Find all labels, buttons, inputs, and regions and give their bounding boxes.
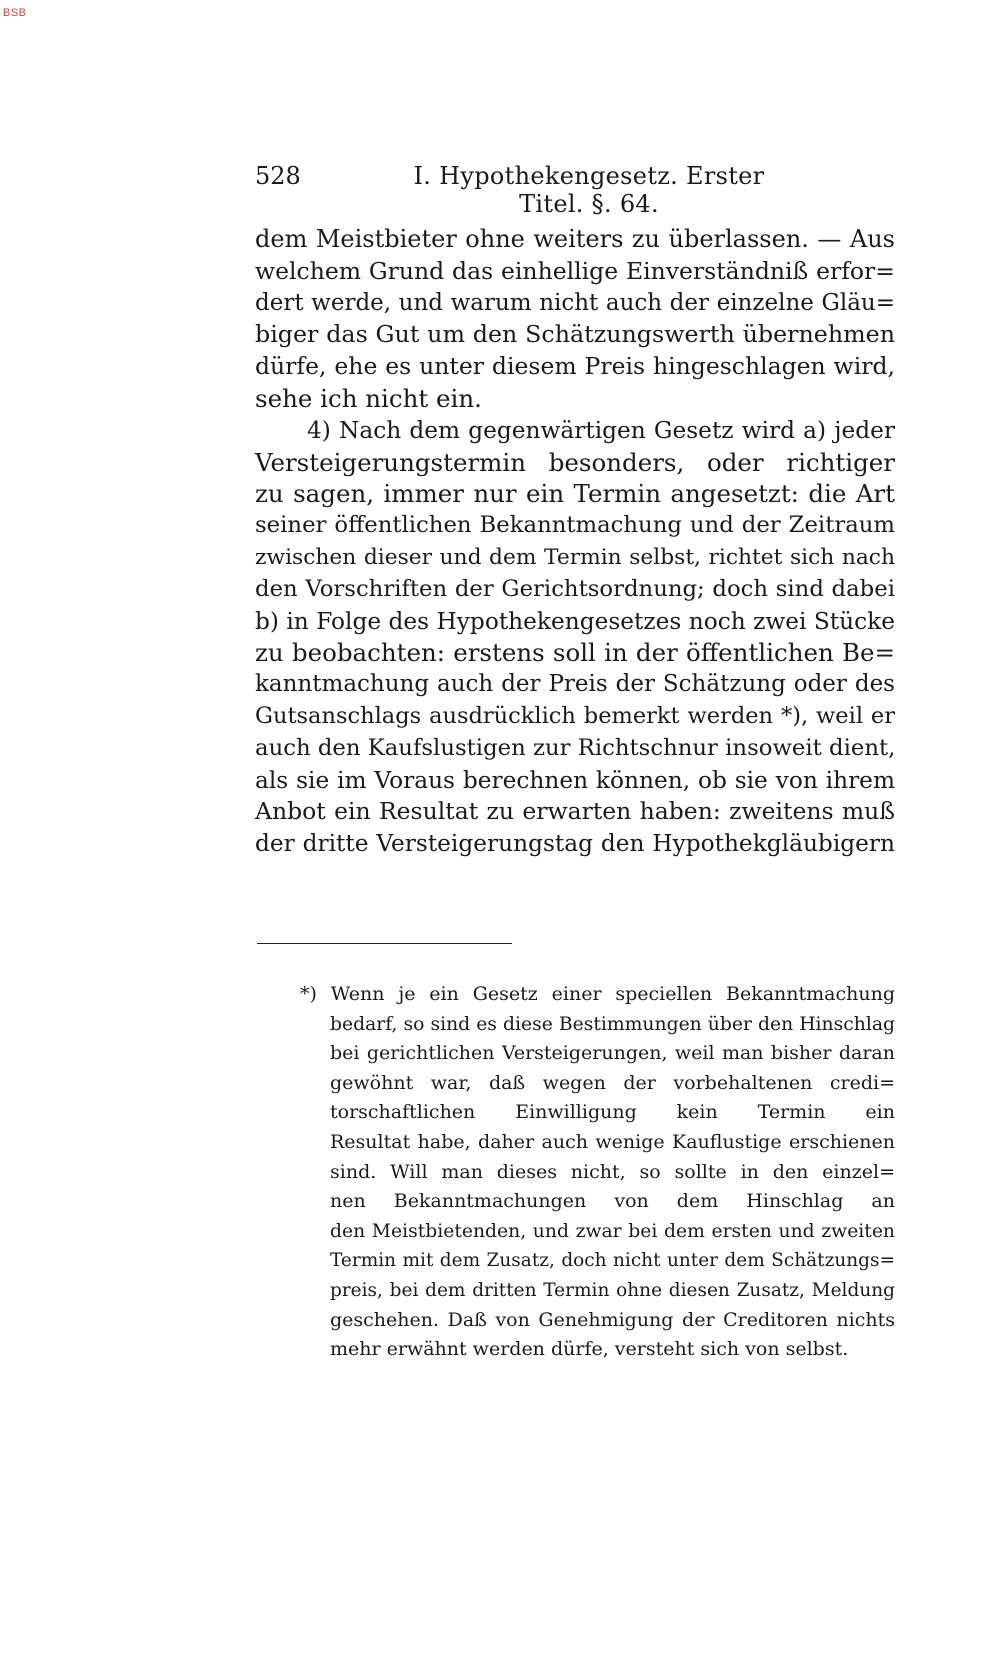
footnote	[300, 980, 895, 1365]
text-line: welchem Grund das einhellige Einverständniß erfor=	[255, 256, 895, 285]
body-text	[255, 224, 895, 860]
text-line: dürfe, ehe es unter diesem Preis hingeschlagen wird,	[255, 352, 895, 381]
text-line: biger das Gut um den Schätzungswerth übernehmen	[255, 320, 895, 349]
footnote-line: den Meistbietenden, und zwar bei dem ersten und zweiten	[330, 1220, 895, 1242]
text-line: Versteigerungstermin besonders, oder richtiger	[255, 447, 895, 477]
text-line: zu beobachten: erstens soll in der öffentlichen Be=	[255, 638, 895, 668]
text-line: kanntmachung auch der Preis der Schätzung oder des	[255, 671, 895, 698]
footnote-line: bedarf, so sind es diese Bestimmungen über den Hinschlag	[330, 1013, 895, 1035]
footnote-line: Resultat habe, daher auch wenige Kauflustige erschienen	[330, 1130, 895, 1153]
text-line: zu sagen, immer nur ein Termin angesetzt: die Art	[255, 479, 895, 509]
text-line: Gutsanschlags ausdrücklich bemerkt werden *), weil er	[255, 702, 895, 729]
text-line: als sie im Voraus berechnen können, ob sie von ihrem	[255, 766, 895, 794]
footnote-divider	[257, 943, 512, 944]
paragraph-start-line: 4) Nach dem gegenwärtigen Gesetz wird a) jeder	[307, 416, 895, 444]
footnote-line: bei gerichtlichen Versteigerungen, weil man bisher daran	[330, 1042, 895, 1065]
text-line: dem Meistbieter ohne weiters zu überlassen. — Aus	[255, 225, 895, 253]
page-header	[255, 162, 795, 218]
footnote-line: geschehen. Daß von Genehmigung der Creditoren nichts	[330, 1308, 895, 1331]
text-line: sehe ich nicht ein.	[255, 383, 482, 413]
text-line: Anbot ein Resultat zu erwarten haben: zweitens muß	[255, 797, 895, 826]
footnote-line: gewöhnt war, daß wegen der vorbehaltenen credi=	[330, 1071, 895, 1094]
text-line: seiner öffentlichen Bekanntmachung und der Zeitraum	[255, 512, 895, 539]
footnote-line: preis, bei dem dritten Termin ohne diesen Zusatz, Meldung	[330, 1279, 895, 1301]
text-line: den Vorschriften der Gerichtsordnung; doch sind dabei	[255, 575, 895, 602]
footnote-line: *) Wenn je ein Gesetz einer speciellen Bekanntmachung	[300, 983, 895, 1005]
footnote-line: mehr erwähnt werden dürfe, versteht sich von selbst.	[330, 1338, 849, 1361]
text-line: der dritte Versteigerungstag den Hypothekgläubigern	[255, 830, 895, 858]
footnote-line: nen Bekanntmachungen von dem Hinschlag an	[330, 1190, 895, 1213]
page-number: 528	[255, 162, 301, 190]
text-line: auch den Kaufslustigen zur Richtschnur insoweit dient,	[255, 734, 896, 761]
running-title: I. Hypothekengesetz. Erster Titel. §. 64.	[413, 162, 765, 218]
library-stamp: BSB	[3, 7, 27, 19]
text-line: zwischen dieser und dem Termin selbst, richtet sich nach	[255, 544, 895, 570]
text-line: b) in Folge des Hypothekengesetzes noch zwei Stücke	[255, 607, 895, 635]
footnote-line: sind. Will man dieses nicht, so sollte in den einzel=	[330, 1160, 895, 1183]
footnote-line: Termin mit dem Zusatz, doch nicht unter dem Schätzungs=	[330, 1250, 895, 1272]
footnote-line: torschaftlichen Einwilligung kein Termin ein	[330, 1101, 895, 1124]
text-line: dert werde, und warum nicht auch der einzelne Gläu=	[255, 289, 895, 316]
